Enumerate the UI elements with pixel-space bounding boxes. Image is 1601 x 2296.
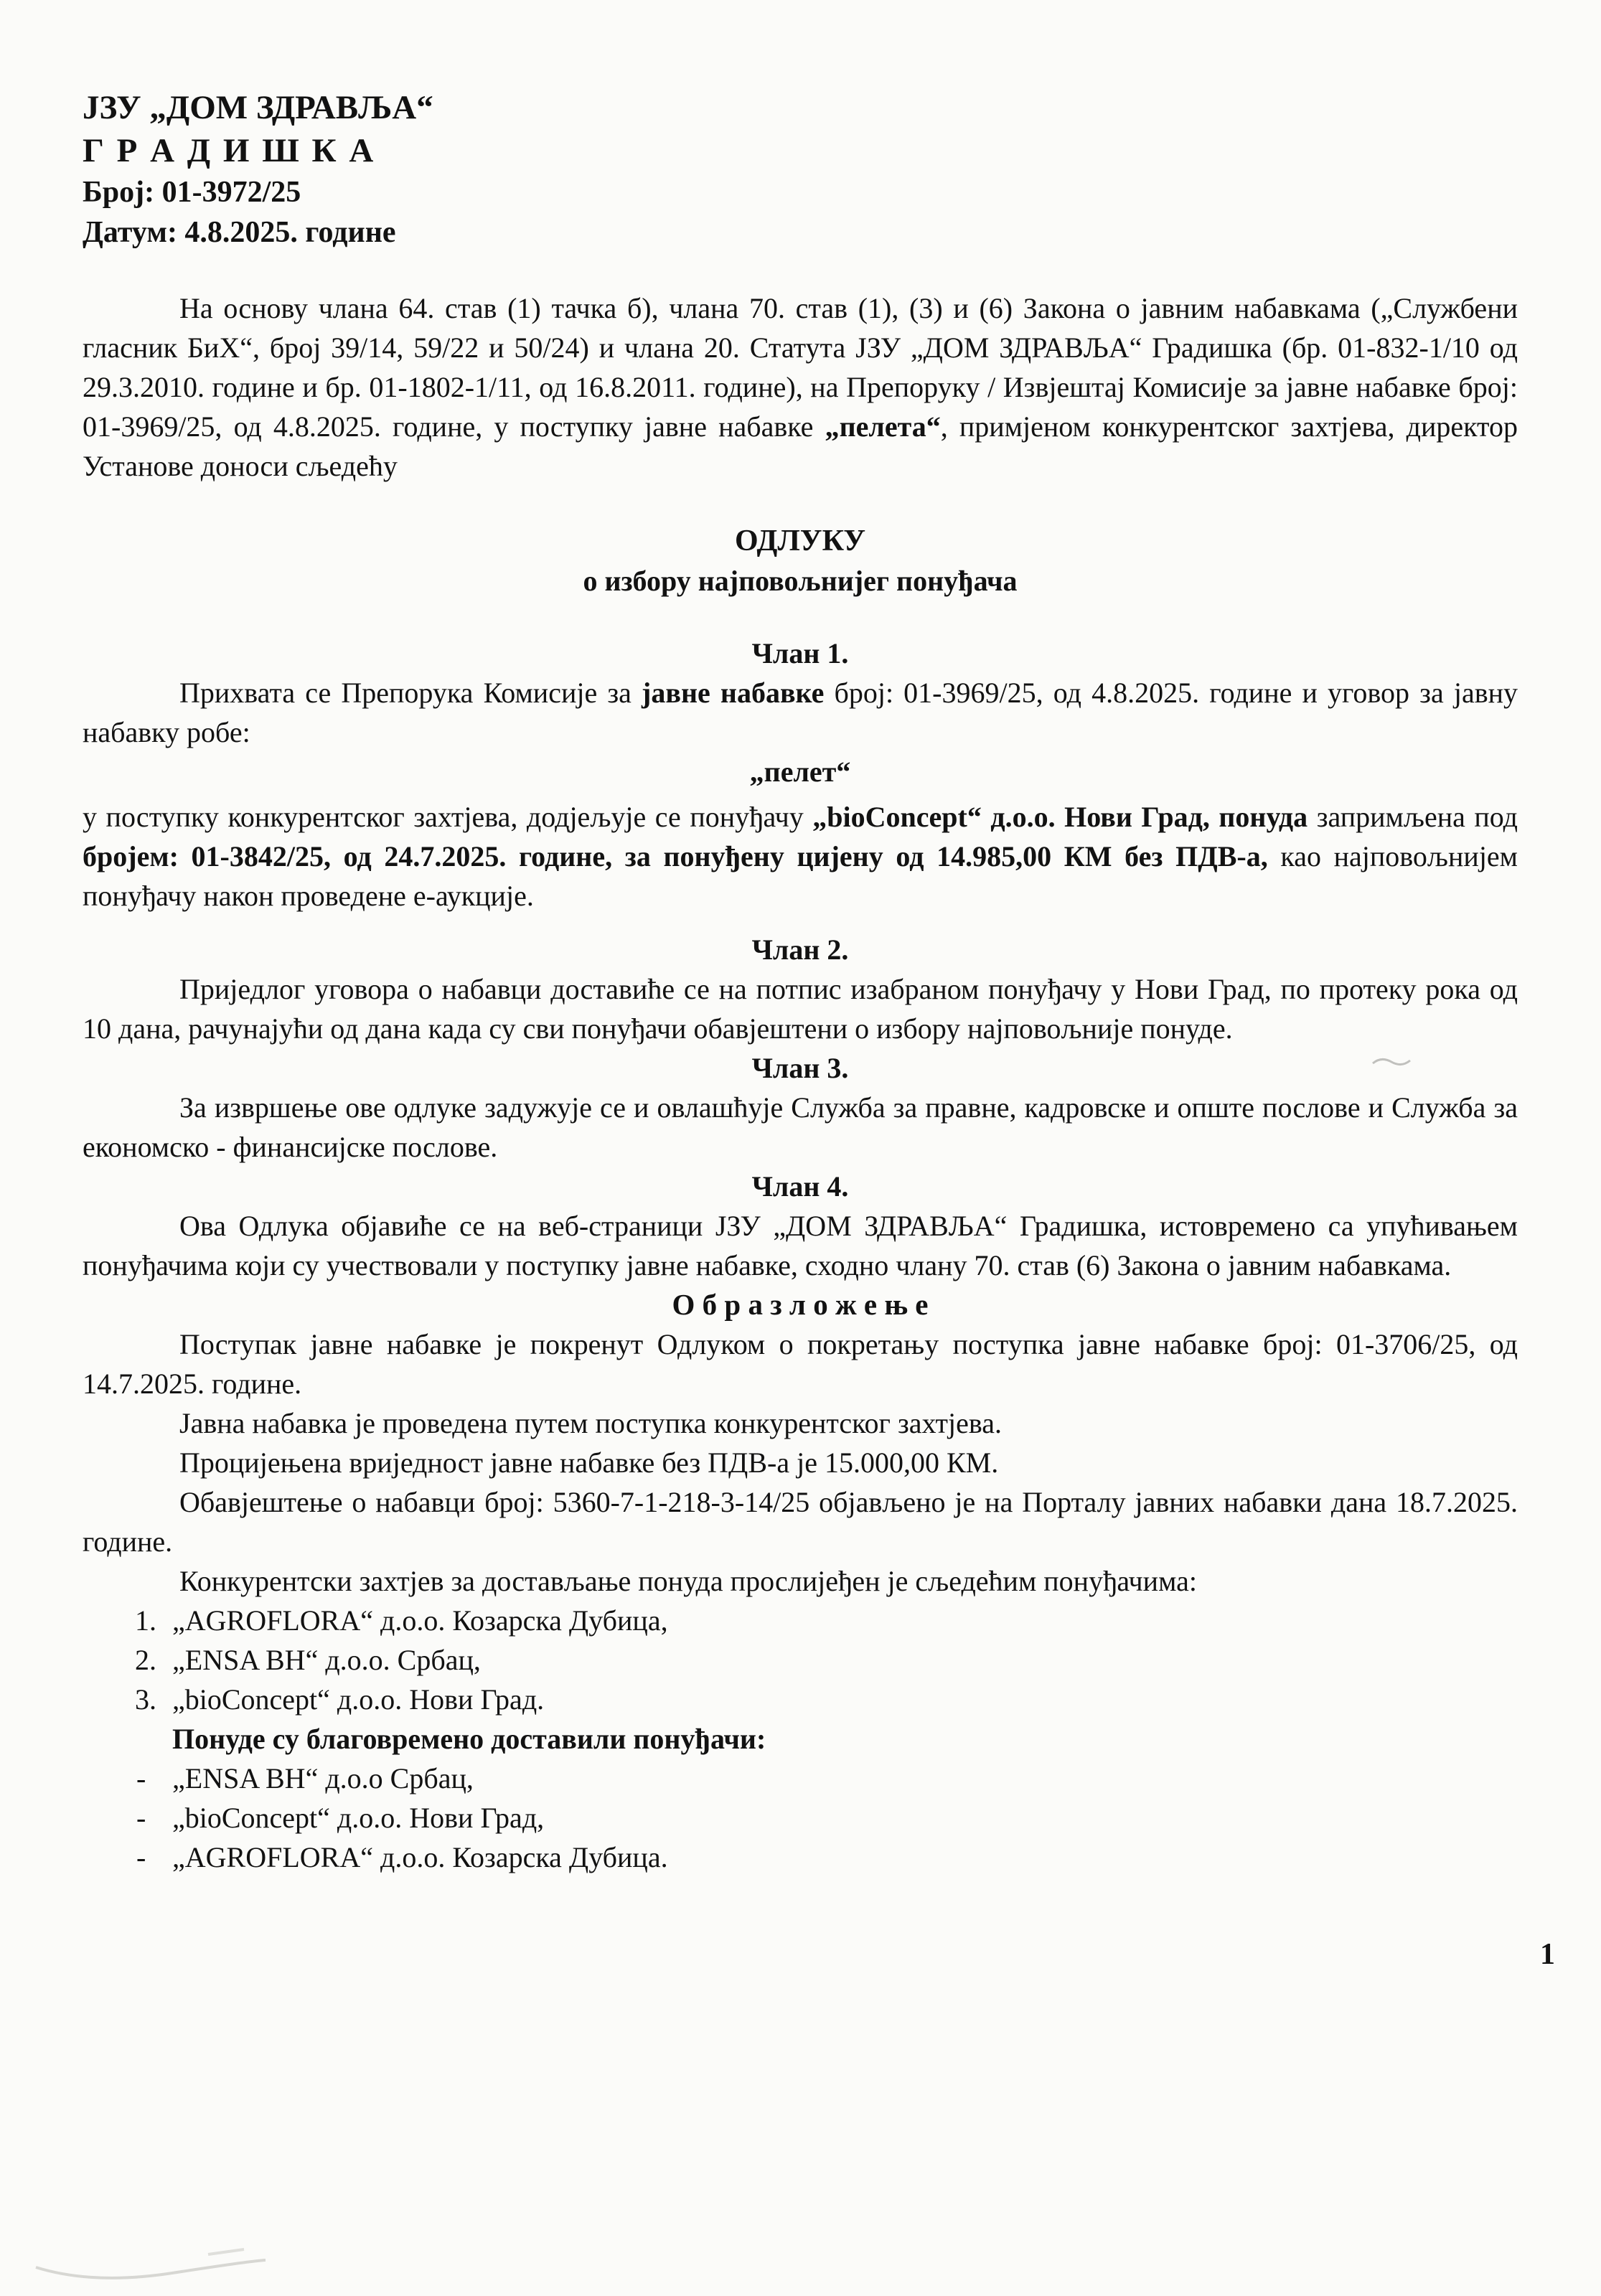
org-name-line1: ЈЗУ „ДОМ ЗДРАВЉА“ (83, 89, 433, 126)
rationale-paragraph-5: Конкурентски захтјев за достављање понуда прослијеђен је сљедећим понуђачима: (179, 1565, 1197, 1597)
timely-bidders-line: Понуде су благовремено доставили понуђачи: (172, 1723, 766, 1755)
decision-title: ОДЛУКУ (734, 524, 866, 557)
invited-bidder-2: 2. „ENSA BH“ д.о.о. Србац, (83, 1640, 1518, 1680)
pellet-subject-line: „пелет“ (749, 756, 851, 788)
rationale-paragraph-4: Обавјештење о набавци број: 5360-7-1-218-3-14/25 објављено је на Порталу јавних набавки дана 18.7.2025. године. (83, 1486, 1518, 1558)
page-content (83, 86, 1518, 1877)
list-marker: - (136, 1802, 146, 1834)
article-4-paragraph: Ова Одлука објавиће се на веб-страници ЈЗУ „ДОМ ЗДРАВЉА“ Градишка, истовремено са упућивањем понуђачима који су учествовали у поступку јавне набавке, сходно члану 70. став (6) Закона о јавним набавкама. (83, 1210, 1518, 1281)
timely-bidder-2: - „bioConcept“ д.о.о. Нови Град, (83, 1798, 1518, 1838)
list-marker: 1. (135, 1604, 156, 1637)
decision-subtitle: о избору најповољнијег понуђача (583, 565, 1018, 597)
article-4-heading: Члан 4. (751, 1170, 849, 1203)
article-1-heading: Члан 1. (751, 637, 849, 669)
rationale-heading: О б р а з л о ж е њ е (672, 1288, 929, 1321)
scan-smudge-artifact (29, 2210, 388, 2296)
intro-paragraph: На основу члана 64. став (1) тачка б), члана 70. став (1), (3) и (6) Закона о јавним набавкама („Службени гласник БиХ“, број 39/14, 59/22 и 50/24) и члана 20. Статута ЈЗУ „ДОМ ЗДРАВЉА“ Градишка (бр. 01-832-1/10 од 29.3.2010. године и бр. 01-1802-1/11, од 16.8.2011. године), на Препоруку / Извјештај Комисије за јавне набавке број: 01-3969/25, од 4.8.2025. године, у поступку јавне набавке „пелета“, примјеном конкурентског захтјева, директор Установе доноси сљедећу (83, 292, 1518, 482)
timely-bidder-3: - „AGROFLORA“ д.о.о. Козарска Дубица. (83, 1838, 1518, 1877)
list-marker: - (136, 1841, 146, 1873)
list-marker: - (136, 1762, 146, 1794)
article-2-heading: Члан 2. (751, 933, 849, 966)
article-1-paragraph-2: у поступку конкурентског захтјева, додјељује се понуђачу „bioConcept“ д.о.о. Нови Град, понуда запримљена под бројем: 01-3842/25, од 24.7.2025. године, за понуђену цијену од 14.985,00 КМ без ПДВ-а, као најповољнијем понуђачу након проведене е-аукције. (83, 801, 1518, 912)
document-number: Број: 01-3972/25 (83, 176, 301, 209)
rationale-paragraph-2: Јавна набавка је проведена путем поступка конкурентског захтјева. (179, 1407, 1002, 1439)
timely-bidder-1: - „ENSA BH“ д.о.о Србац, (83, 1759, 1518, 1798)
page-number: 1 (1540, 1938, 1555, 1971)
article-1-paragraph-1: Прихвата се Препорука Комисије за јавне набавке број: 01-3969/25, од 4.8.2025. године и уговор за јавну набавку робе: (83, 677, 1518, 748)
article-3-paragraph: За извршење ове одлуке задужује се и овлашћује Служба за правне, кадровске и опште послове и Служба за економско - финансијске послове. (83, 1091, 1518, 1163)
list-marker: 3. (135, 1683, 156, 1716)
org-name-line2: Г Р А Д И Ш К А (83, 132, 376, 169)
invited-bidder-1: 1. „AGROFLORA“ д.о.о. Козарска Дубица, (83, 1601, 1518, 1640)
list-marker: 2. (135, 1644, 156, 1676)
article-2-paragraph: Приједлог уговора о набавци доставиће се на потпис изабраном понуђачу у Нови Град, по протеку рока од 10 дана, рачунајући од дана када су сви понуђачи обавјештени о избору најповољније понуде. (83, 973, 1518, 1045)
article-3-heading: Члан 3. (751, 1052, 849, 1084)
rationale-paragraph-3: Процијењена вриједност јавне набавке без ПДВ-а је 15.000,00 КМ. (179, 1446, 999, 1479)
document-date: Датум: 4.8.2025. године (83, 216, 396, 249)
document-body (83, 288, 1518, 1877)
invited-bidder-3: 3. „bioConcept“ д.о.о. Нови Град. (83, 1680, 1518, 1719)
rationale-paragraph-1: Поступак јавне набавке је покренут Одлуком о покретању поступка јавне набавке број: 01-3706/25, од 14.7.2025. године. (83, 1328, 1518, 1400)
